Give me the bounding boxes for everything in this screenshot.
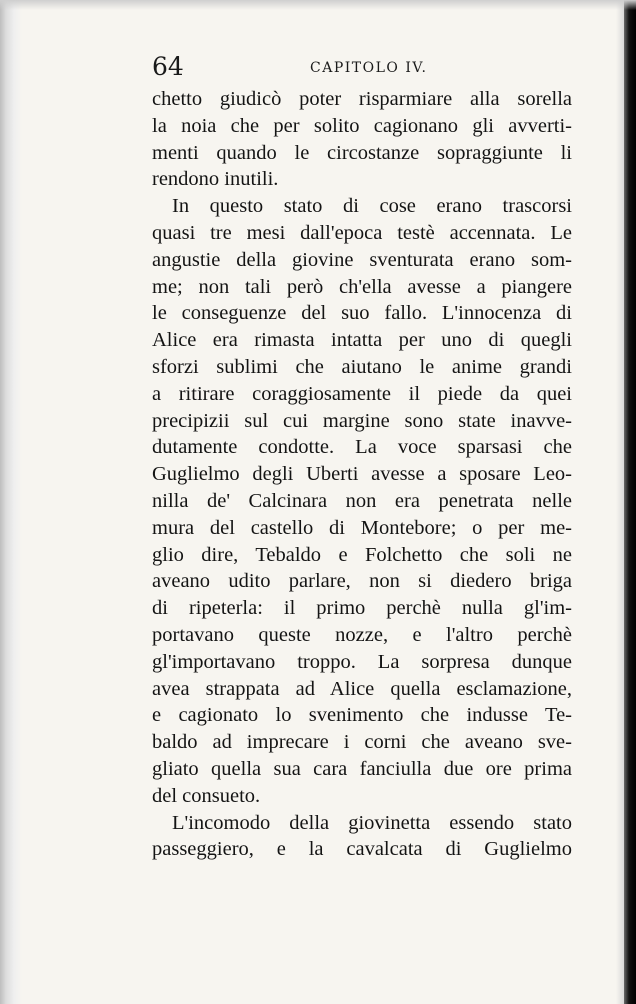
text-line: gliato quella sua cara fanciulla due ore prima <box>152 757 572 780</box>
binding-gutter <box>0 0 22 1004</box>
text-line: rendono inutili. <box>152 168 279 191</box>
text-line: glio dire, Tebaldo e Folchetto che soli ne <box>152 543 572 566</box>
text-line: chetto giudicò poter risparmiare alla sorella <box>152 88 572 110</box>
text-line: mura del castello di Montebore; o per me- <box>152 516 572 539</box>
text-line: nilla de' Calcinara non era penetrata nelle <box>152 489 572 512</box>
text-line: sforzi sublimi che aiutano le anime grandi <box>152 355 572 378</box>
text-line: L'incomodo della giovinetta essendo stato <box>172 811 572 834</box>
text-line: portavano queste nozze, e l'altro perchè <box>152 623 572 646</box>
text-line: gl'importavano troppo. La sorpresa dunque <box>152 650 572 673</box>
text-line: le conseguenze del suo fallo. L'innocenza di <box>152 302 572 325</box>
text-line: di ripeterla: il primo perchè nulla gl'im- <box>152 597 572 620</box>
text-line: Alice era rimasta intatta per uno di quegli <box>152 329 572 352</box>
text-line: del consueto. <box>152 784 261 807</box>
text-line: precipizii sul cui margine sono state inavve- <box>152 409 572 432</box>
running-header <box>152 52 572 82</box>
text-line: e cagionato lo svenimento che indusse Te- <box>152 704 572 727</box>
chapter-title: CAPITOLO IV. <box>310 60 428 76</box>
text-line: dutamente condotte. La voce sparsasi che <box>152 436 572 459</box>
text-line: menti quando le circostanze sopraggiunte li <box>152 141 572 164</box>
text-line: a ritirare coraggiosamente il piede da quei <box>152 382 572 405</box>
text-line: aveano udito parlare, non si diedero briga <box>152 570 572 593</box>
page-edge-dark <box>624 0 636 1004</box>
text-line: baldo ad imprecare i corni che aveano sve- <box>152 731 572 754</box>
text-line: passeggiero, e la cavalcata di Guglielmo <box>152 838 572 861</box>
text-line: angustie della giovine sventurata erano som- <box>152 248 572 271</box>
top-shadow <box>0 0 636 10</box>
text-line: la noia che per solito cagionano gli avverti- <box>152 114 572 137</box>
body-text <box>152 86 572 863</box>
text-line: avea strappata ad Alice quella esclamazione, <box>152 677 572 700</box>
text-line: Guglielmo degli Uberti avesse a sposare Leo- <box>152 463 572 486</box>
text-line: me; non tali però ch'ella avesse a piangere <box>152 275 572 298</box>
text-line: quasi tre mesi dall'epoca testè accennata. Le <box>152 221 572 244</box>
page-edge-shade <box>616 0 624 1004</box>
text-line: In questo stato di cose erano trascorsi <box>172 195 572 218</box>
page-number: 64 <box>152 52 184 81</box>
